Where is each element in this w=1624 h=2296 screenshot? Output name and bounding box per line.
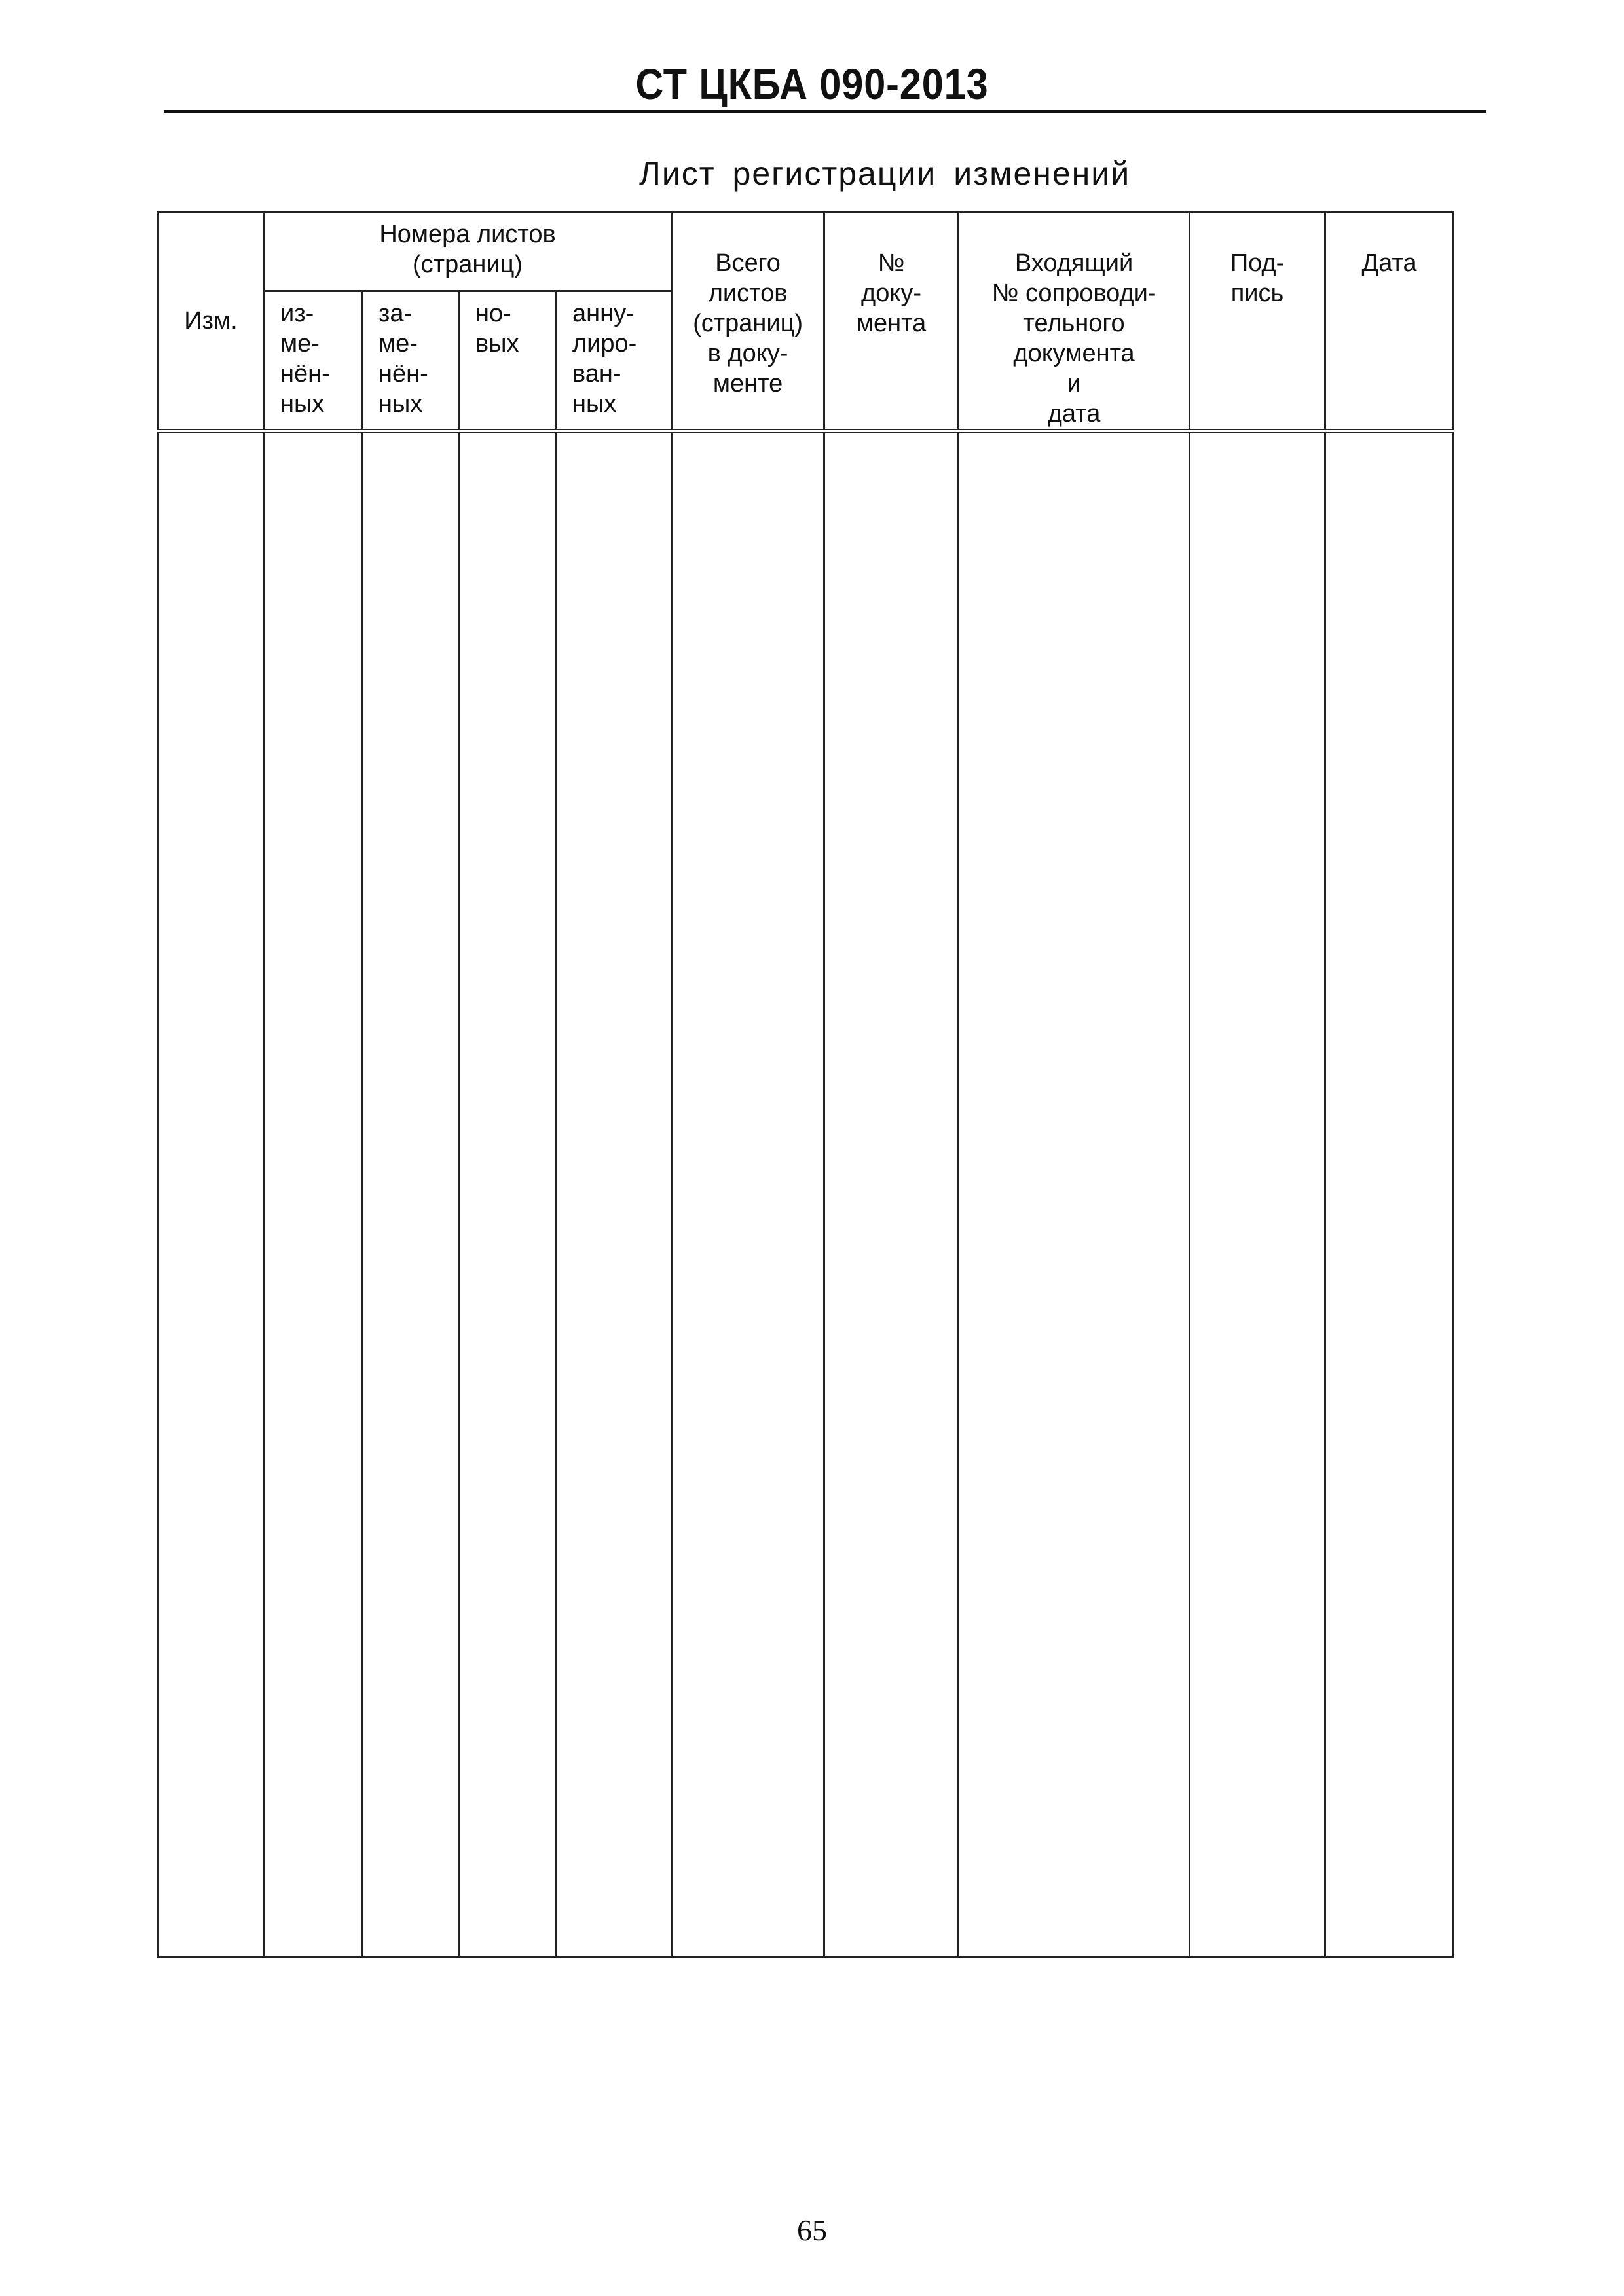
blank-cell: [158, 431, 264, 1958]
header-annulled: анну- лиро- ван- ных: [556, 291, 672, 431]
header-changed: из- ме- нён- ных: [264, 291, 362, 431]
table-row: [158, 431, 1454, 1958]
header-signature: Под- пись: [1190, 212, 1325, 431]
header-replaced: за- ме- нён- ных: [362, 291, 459, 431]
blank-cell: [556, 431, 672, 1958]
blank-cell: [362, 431, 459, 1958]
blank-cell: [1190, 431, 1325, 1958]
page-number: 65: [797, 2214, 827, 2247]
header-date: Дата: [1325, 212, 1454, 431]
blank-cell: [1325, 431, 1454, 1958]
header-incoming-doc: Входящий № сопроводи- тельного документа и дата: [959, 212, 1190, 431]
blank-cell: [824, 431, 959, 1958]
blank-cell: [959, 431, 1190, 1958]
header-total-sheets: Всего листов (страниц) в доку- менте: [672, 212, 824, 431]
blank-cell: [264, 431, 362, 1958]
blank-cell: [459, 431, 556, 1958]
change-registration-table: [157, 211, 1454, 1958]
header-sheet-numbers: Номера листов (страниц): [264, 212, 672, 291]
header-doc-number: № доку- мента: [824, 212, 959, 431]
sheet-title: Лист регистрации изменений: [639, 155, 1131, 192]
blank-cell: [672, 431, 824, 1958]
document-code: СТ ЦКБА 090-2013: [635, 60, 989, 108]
header-row-top: [158, 212, 1454, 291]
header-izm: Изм.: [158, 212, 264, 431]
header-rule: [164, 110, 1486, 113]
header-new: но- вых: [459, 291, 556, 431]
